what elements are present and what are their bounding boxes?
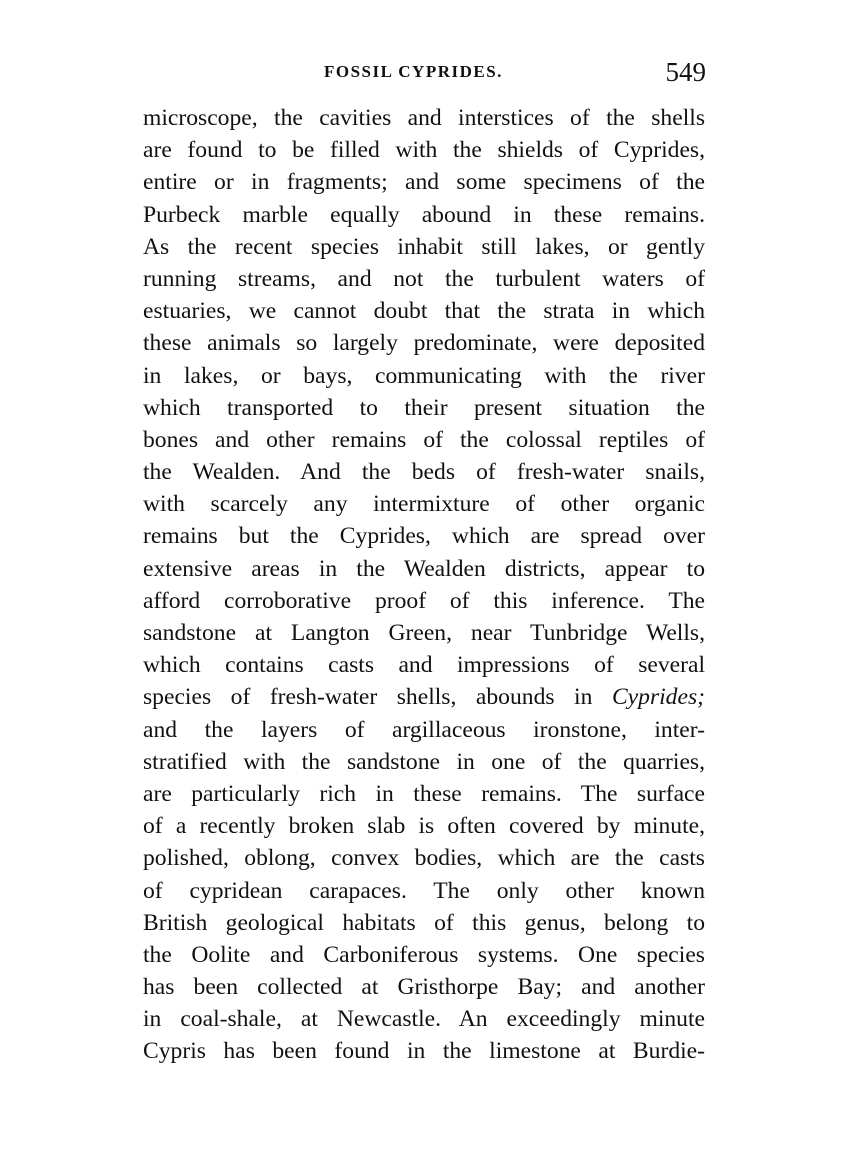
text-line: the Oolite and Carboniferous systems. One species <box>143 941 705 968</box>
text-line: bones and other remains of the colossal reptiles of <box>143 426 705 453</box>
text-line: remains but the Cyprides, which are spread over <box>143 523 705 550</box>
text-line: which contains casts and impressions of several <box>143 652 705 679</box>
italic-term: Cyprides; <box>611 684 705 711</box>
running-head <box>140 57 706 90</box>
text-line: polished, oblong, convex bodies, which are the casts <box>143 845 705 872</box>
text-line: running streams, and not the turbulent waters of <box>143 265 705 292</box>
text-line: sandstone at Langton Green, near Tunbridge Wells, <box>143 620 705 646</box>
text-line: has been collected at Gristhorpe Bay; and another <box>143 974 705 1001</box>
text-line: are found to be filled with the shields of Cyprides, <box>143 137 705 164</box>
page-number: 549 <box>665 57 706 87</box>
text-line: Cypris has been found in the limestone at Burdie- <box>143 1038 705 1065</box>
text-line: afford corroborative proof of this inference. The <box>143 587 705 614</box>
text-line: extensive areas in the Wealden districts, appear to <box>143 555 705 582</box>
text-line: stratified with the sandstone in one of the quarries, <box>143 748 705 775</box>
text-line: with scarcely any intermixture of other organic <box>143 491 705 518</box>
text-line: entire or in fragments; and some specimens of the <box>143 169 705 196</box>
text-line: which transported to their present situation the <box>143 394 705 421</box>
text-line: the Wealden. And the beds of fresh-water snails, <box>143 459 705 486</box>
text-segment: species of fresh-water shells, abounds in <box>143 684 593 711</box>
text-line: microscope, the cavities and interstices of the shells <box>143 105 705 131</box>
text-line: and the layers of argillaceous ironstone, inter- <box>143 716 705 743</box>
text-line: these animals so largely predominate, were deposited <box>143 330 705 357</box>
text-line-with-italic <box>143 681 705 713</box>
body-text <box>143 102 705 1068</box>
text-line: Purbeck marble equally abound in these remains. <box>143 201 705 228</box>
text-line: of a recently broken slab is often covered by minute, <box>143 813 705 840</box>
text-line: British geological habitats of this genus, belong to <box>143 909 705 936</box>
text-line: in lakes, or bays, communicating with the river <box>143 362 705 389</box>
text-line: As the recent species inhabit still lakes, or gently <box>143 233 705 260</box>
text-line: of cypridean carapaces. The only other known <box>143 877 705 904</box>
text-line: in coal-shale, at Newcastle. An exceedingly minute <box>143 1006 705 1033</box>
text-line: are particularly rich in these remains. The surface <box>143 780 705 807</box>
running-title: FOSSIL CYPRIDES. <box>324 62 503 81</box>
text-line: estuaries, we cannot doubt that the strata in which <box>143 298 705 325</box>
